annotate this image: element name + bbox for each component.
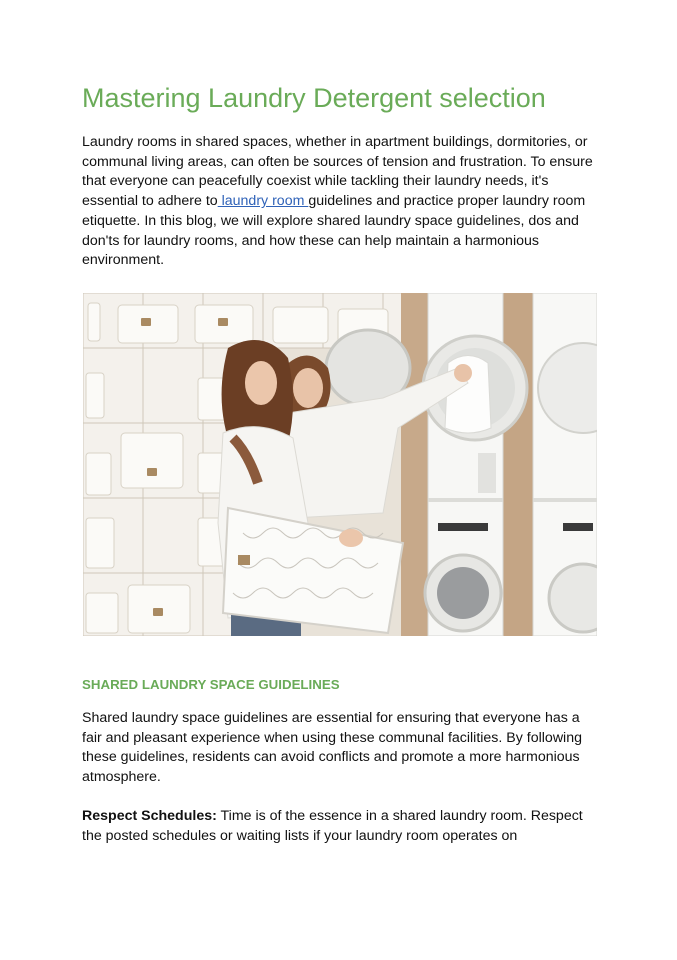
tip-label: Respect Schedules:: [82, 808, 217, 824]
section-heading: SHARED LAUNDRY SPACE GUIDELINES: [82, 677, 340, 692]
photo-illustration: [83, 293, 597, 636]
tip-text: Time is of the essence in a shared laundry room. Respect the posted schedules or waiting lists if your laundry room operates on: [82, 808, 583, 844]
section-paragraph: Shared laundry space guidelines are essential for ensuring that everyone has a fair and pleasant experience when using these communal facilities. By following these guidelines, residents can avoid conflicts and promote a more harmonious atmosphere.: [82, 710, 582, 786]
intro-text-end: guidelines and practice proper laundry room etiquette. In this blog, we will explore shared laundry space guidelines, dos and don'ts for laundry rooms, and how these can help maintain a harmonious environment.: [82, 193, 586, 269]
laundry-room-photo: [83, 293, 597, 636]
laundry-room-link[interactable]: laundry room: [217, 193, 309, 210]
page-title: Mastering Laundry Detergent selection: [82, 83, 546, 113]
intro-text-start: Laundry rooms in shared spaces, whether in apartment buildings, dormitories, or communal living areas, can often be sources of tension and frustration. To ensure that everyone can peacefully coexist while tackling their laundry needs, it's essential to adhere to: [82, 134, 593, 210]
respect-schedules-paragraph: [82, 807, 602, 846]
intro-paragraph: [82, 133, 602, 271]
